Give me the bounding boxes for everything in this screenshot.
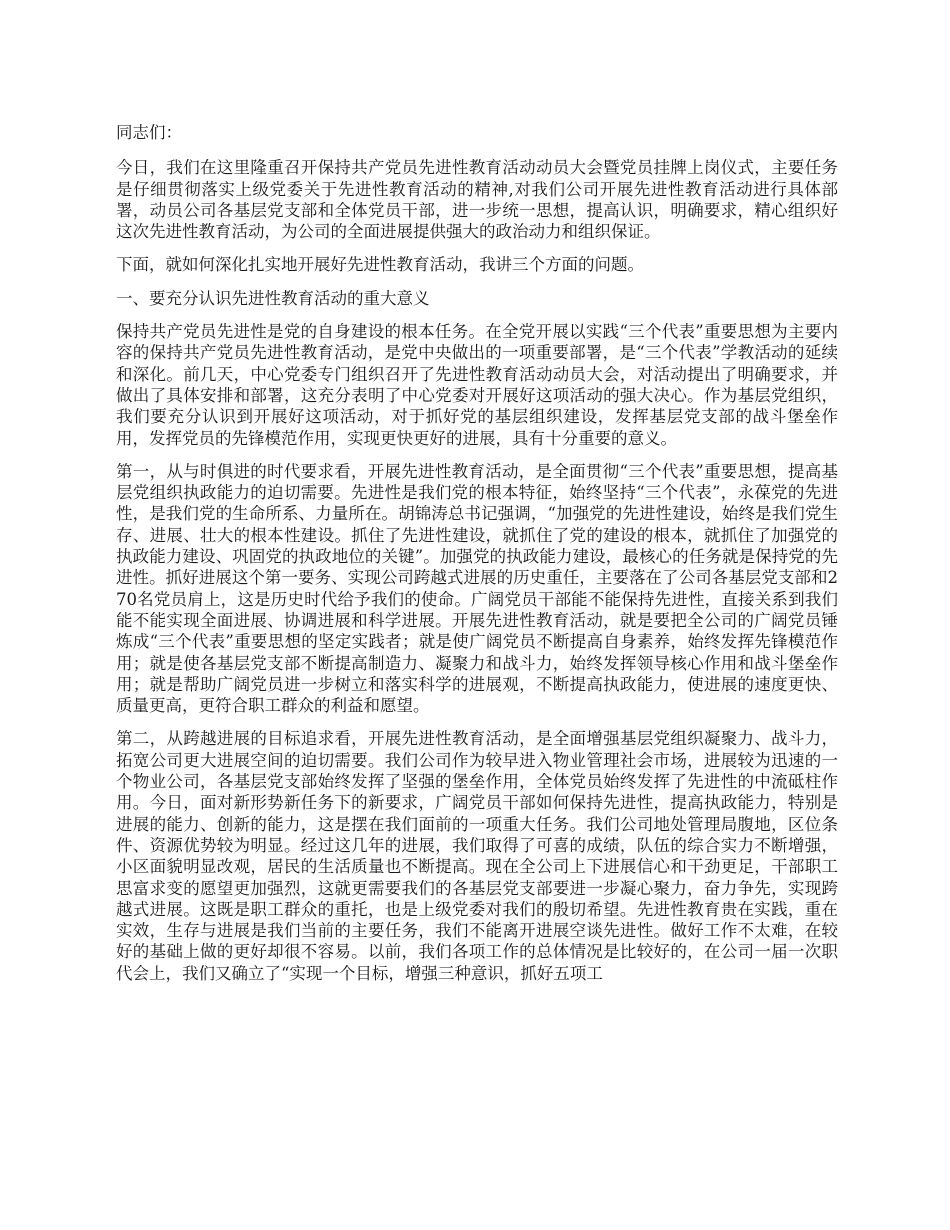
document-body [116,122,838,996]
salutation: 同志们： [116,123,182,142]
paragraph-outline: 下面，就如何深化扎实地开展好先进性教育活动，我讲三个方面的问题。 [116,255,644,275]
paragraph-intro: 今日，我们在这里隆重召开保持共产党员先进性教育活动动员大会暨党员挂牌上岗仪式，主要任务是仔细贯彻落实上级党委关于先进性教育活动的精神,对我们公司开展先进性教育活动进行具体部署，动员公司各基层党支部和全体党员干部，进一步统一思想，提高认识，明确要求，精心组织好这次先进性教育活动，为公司的全面进展提供强大的政治动力和组织保证。 [116,158,838,242]
paragraph-significance: 保持共产党员先进性是党的自身建设的根本任务。在全党开展以实践“三个代表”重要思想为主要内容的保持共产党员先进性教育活动，是党中央做出的一项重要部署，是“三个代表”学教活动的延续和深化。前几天，中心党委专门组织召开了先进性教育活动动员大会，对活动提出了明确要求，并做出了具体安排和部署，这充分表明了中心党委对开展好这项活动的强大决心。作为基层党组织，我们要充分认识到开展好这项活动，对于抓好党的基层组织建设，发挥基层党支部的战斗堡垒作用，发挥党员的先锋模范作用，实现更快更好的进展，具有十分重要的意义。 [116,322,838,448]
paragraph-first-point: 第一，从与时俱进的时代要求看，开展先进性教育活动，是全面贯彻“三个代表”重要思想，提高基层党组织执政能力的迫切需要。先进性是我们党的根本特征，始终坚持“三个代表”，永葆党的先进性，是我们党的生命所系、力量所在。胡锦涛总书记强调，“加强党的先进性建设，始终是我们党生存、进展、壮大的根本性建设。抓住了先进性建设，就抓住了党的建设的根本，就抓住了加强党的执政能力建设、巩固党的执政地位的关键”。加强党的执政能力建设，最核心的任务就是保持党的先进性。抓好进展这个第一要务、实现公司跨越式进展的历史重任，主要落在了公司各基层党支部和270名党员肩上，这是历史时代给予我们的使命。广阔党员干部能不能保持先进性，直接关系到我们能不能实现全面进展、协调进展和科学进展。开展先进性教育活动，就是要把全公司的广阔党员锤炼成“三个代表”重要思想的坚定实践者；就是使广阔党员不断提高自身素养，始终发挥先锋模范作用；就是使各基层党支部不断提高制造力、凝聚力和战斗力，始终发挥领导核心作用和战斗堡垒作用；就是帮助广阔党员进一步树立和落实科学的进展观，不断提高执政能力，使进展的速度更快、质量更高，更符合职工群众的利益和愿望。 [116,461,838,716]
section-heading-1: 一、要充分认识先进性教育活动的重大意义 [116,288,430,308]
paragraph-second-point: 第二，从跨越进展的目标追求看，开展先进性教育活动，是全面增强基层党组织凝聚力、战斗力，拓宽公司更大进展空间的迫切需要。我们公司作为较早进入物业管理社会市场，进展较为迅速的一个物业公司，各基层党支部始终发挥了坚强的堡垒作用，全体党员始终发挥了先进性的中流砥柱作用。今日，面对新形势新任务下的新要求，广阔党员干部如何保持先进性，提高执政能力，特别是进展的能力、创新的能力，这是摆在我们面前的一项重大任务。我们公司地处管理局腹地，区位条件、资源优势较为明显。经过这几年的进展，我们取得了可喜的成绩，队伍的综合实力不断增强，小区面貌明显改观，居民的生活质量也不断提高。现在全公司上下进展信心和干劲更足，干部职工思富求变的愿望更加强烈，这就更需要我们的各基层党支部要进一步凝心聚力，奋力争先，实现跨越式进展。这既是职工群众的重托，也是上级党委对我们的殷切希望。先进性教育贵在实践，重在实效，生存与进展是我们当前的主要任务，我们不能离开进展空谈先进性。做好工作不太难，在较好的基础上做的更好却很不容易。以前，我们各项工作的总体情况是比较好的，在公司一届一次职代会上，我们又确立了“实现一个目标，增强三种意识，抓好五项工 [116,729,838,983]
